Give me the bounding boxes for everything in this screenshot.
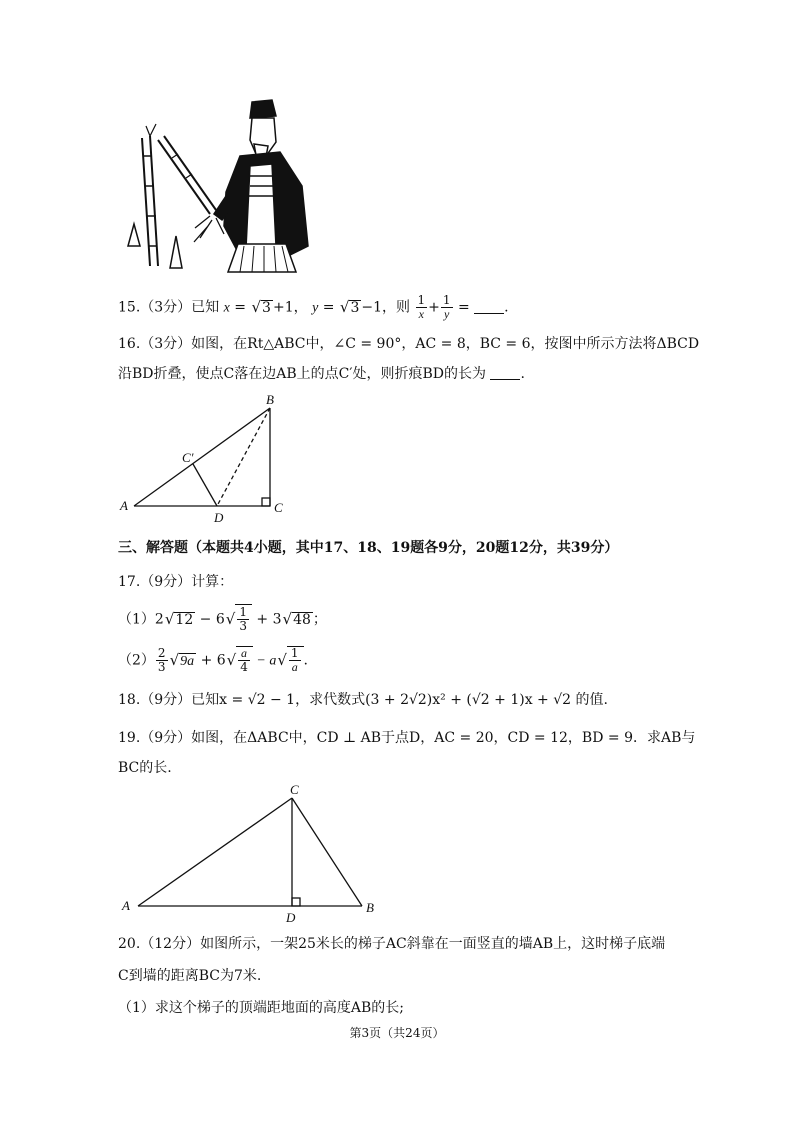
sqrt-icon: √ (226, 650, 237, 669)
label-c-prime: C′ (182, 450, 194, 465)
right-angle-mark (292, 898, 300, 906)
coef: 2 (154, 611, 164, 628)
label-a: A (122, 898, 130, 913)
segment-c-prime-d (193, 464, 217, 506)
section-title: 三、解答题（本题共4小题，其中17、18、19题各9分，20题12分，共39分） (118, 540, 619, 556)
question-15: 15.（3分）已知 x = √3 +1， y = √3 −1，则 $\frac{1}{x}$ + $\frac{1}{y}$ = . (118, 293, 509, 321)
label-d: D (286, 910, 296, 924)
question-17-head: 17.（9分）计算： (118, 574, 234, 590)
q15-plus1: +1， (272, 299, 308, 316)
term: + 3 (251, 611, 282, 628)
term: + 6 (196, 652, 226, 669)
sqrt-icon: √ (282, 609, 293, 628)
fraction-2-3: $\frac{2}{3}$ (157, 646, 166, 674)
figure-16-triangle (110, 392, 300, 524)
answer-blank (474, 299, 504, 314)
label-b: B (366, 900, 374, 915)
side-ab (134, 408, 270, 506)
radicand: 12 (175, 611, 194, 628)
sqrt-icon: √ (169, 650, 180, 669)
punct: ； (312, 611, 327, 628)
punct: . (303, 652, 308, 669)
radicand-fraction: $\frac{a}{4}$ (236, 646, 253, 674)
fraction-1-over-y: $\frac{1}{y}$ (442, 293, 451, 321)
right-angle-mark (262, 498, 270, 506)
q16-text: 沿BD折叠，使点C落在边AB上的点C′处，则折痕BD的长为 (118, 366, 487, 382)
question-16-line1: 16.（3分）如图，在Rt△ABC中，∠C = 90°，AC = 8，BC = 6，按图中所示方法将ΔBCD (118, 336, 700, 352)
q15-equals: = (457, 299, 470, 316)
sqrt-icon: √ (225, 609, 236, 628)
radicand-fraction: $\frac{1}{a}$ (287, 646, 304, 674)
radicand: 48 (293, 611, 311, 628)
q15-x: x (223, 300, 230, 316)
answer-blank (490, 365, 520, 380)
label-c: C (290, 782, 299, 797)
radicand-fraction: $\frac{1}{3}$ (235, 604, 252, 633)
question-19-line2: BC的长. (118, 760, 172, 776)
question-17-part2 (118, 646, 308, 674)
sqrt-icon: √ (251, 297, 262, 316)
label-d: D (214, 510, 224, 524)
q16-period: . (520, 366, 525, 382)
part-label: （2） (118, 652, 155, 669)
question-17-part1 (118, 604, 327, 633)
label-c: C (274, 500, 283, 515)
label-a: A (120, 498, 128, 513)
question-16-line2 (118, 364, 525, 384)
question-20-part1: （1）求这个梯子的顶端距地面的高度AB的长; (118, 1000, 405, 1016)
side-ac (138, 798, 292, 906)
side-bc (292, 798, 362, 906)
sqrt-icon: √ (164, 609, 175, 628)
q15-label: 15.（3分）已知 (118, 299, 220, 316)
question-19-line1: 19.（9分）如图，在ΔABC中，CD ⊥ AB于点D，AC = 20，CD = 12，BD = 9．求AB与 (118, 730, 696, 746)
q15-y: y (312, 300, 319, 316)
q15-period: . (504, 299, 509, 316)
q15-minus1: −1，则 (361, 299, 411, 316)
question-20-line1: 20.（12分）如图所示，一架25米长的梯子AC斜靠在一面竖直的墙AB上，这时梯子底端 (118, 936, 666, 952)
part-label: （1） (118, 611, 155, 628)
fold-line-bd (217, 408, 270, 506)
term: − a (252, 653, 277, 669)
page-footer: 第3页（共24页） (349, 1026, 445, 1040)
fraction-1-over-x: $\frac{1}{x}$ (417, 293, 426, 321)
figure-19-triangle (114, 782, 384, 924)
term: − 6 (195, 611, 225, 628)
question-18: 18.（9分）已知x = √2 − 1，求代数式(3 + 2√2)x² + (√2 + 1)x + √2 的值. (118, 692, 608, 708)
radicand: 9a (180, 653, 195, 669)
sqrt-icon: √ (277, 650, 287, 669)
question-20-line2: C到墙的距离BC为7米. (118, 968, 262, 984)
sqrt-icon: √ (339, 297, 350, 316)
label-b: B (266, 392, 274, 407)
scholar-bamboo-illustration (120, 96, 310, 276)
